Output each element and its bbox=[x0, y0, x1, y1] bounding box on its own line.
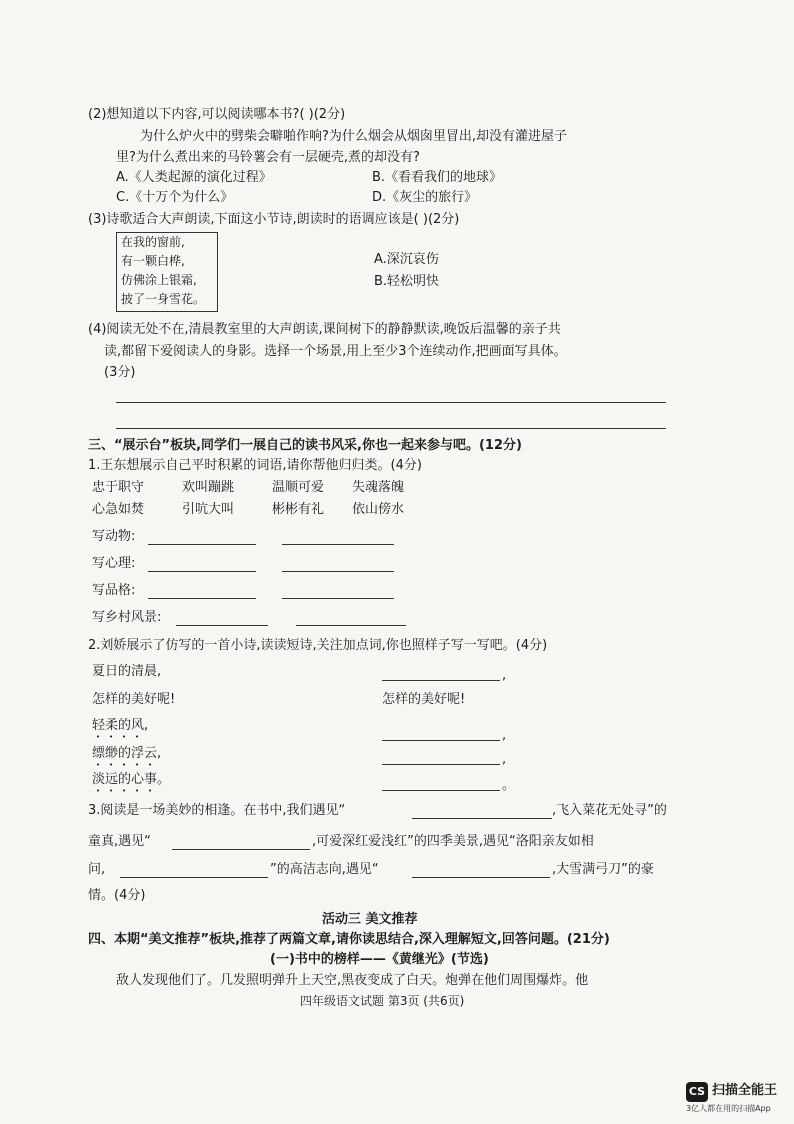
page-footer: 四年级语文试题 第3页 (共6页) bbox=[300, 994, 465, 1008]
category-label: 写品格: bbox=[92, 583, 136, 598]
category-blank[interactable] bbox=[296, 625, 406, 626]
poem-blank[interactable] bbox=[382, 764, 500, 765]
p3-blank[interactable] bbox=[412, 877, 550, 878]
poem-comma: , bbox=[502, 668, 507, 683]
poem-line: 披了一身雪花。 bbox=[121, 292, 206, 306]
category-label: 写乡村风景: bbox=[92, 610, 162, 625]
section4-text: 敌人发现他们了。几发照明弹升上天空,黑夜变成了白天。炮弹在他们周围爆炸。他 bbox=[116, 973, 589, 988]
p3-line-2a: 童真,遇见“ bbox=[88, 834, 151, 849]
category-blank[interactable] bbox=[148, 544, 256, 545]
q4-line-1: (4)阅读无处不在,清晨教室里的大声朗读,课间树下的静静默读,晚饭后温馨的亲子共 bbox=[88, 322, 561, 337]
category-blank[interactable] bbox=[148, 571, 256, 572]
category-blank[interactable] bbox=[282, 598, 394, 599]
p3-line-1a: 3.阅读是一场美妙的相逢。在书中,我们遇见“ bbox=[88, 803, 346, 818]
category-blank[interactable] bbox=[282, 544, 394, 545]
word-item: 彬彬有礼 bbox=[272, 502, 325, 517]
p3-line-1b: ,飞入菜花无处寻”的 bbox=[552, 803, 667, 818]
poem-right-line: 怎样的美好呢! bbox=[382, 692, 466, 707]
p3-line-3b: ”的高洁志向,遇见“ bbox=[270, 862, 379, 877]
q2-option-c: C.《十万个为什么》 bbox=[116, 190, 234, 205]
q4-line-2: 读,都留下爱阅读人的身影。选择一个场景,用上至少3个连续动作,把画面写具体。 bbox=[104, 344, 567, 359]
poem-left-line: 淡远的心事。 bbox=[92, 772, 171, 787]
poem-period: 。 bbox=[502, 778, 516, 793]
category-label: 写动物: bbox=[92, 529, 136, 544]
q2-text-2: 里?为什么煮出来的马铃薯会有一层硬壳,煮的却没有? bbox=[116, 150, 420, 165]
poem-comma: , bbox=[502, 728, 507, 743]
q4-answer-line[interactable] bbox=[116, 428, 666, 429]
poem-left-line: 缥缈的浮云, bbox=[92, 746, 162, 761]
poem-line: 仿佛涂上银霜, bbox=[121, 273, 197, 287]
q3-option-b: B.轻松明快 bbox=[374, 274, 440, 289]
p3-blank[interactable] bbox=[120, 877, 268, 878]
poem-line: 有一颗白桦, bbox=[121, 254, 185, 268]
activity-3-heading: 活动三 美文推荐 bbox=[322, 912, 418, 927]
p3-line-2b: ,可爱深红爱浅红”的四季美景,遇见“洛阳亲友如相 bbox=[312, 834, 594, 849]
section4-title: 四、本期“美文推荐”板块,推荐了两篇文章,请你读思结合,深入理解短文,回答问题。(21分) bbox=[88, 932, 610, 947]
word-item: 依山傍水 bbox=[352, 502, 405, 517]
category-blank[interactable] bbox=[282, 571, 394, 572]
category-blank[interactable] bbox=[176, 625, 268, 626]
word-item: 温顺可爱 bbox=[272, 480, 325, 495]
p1-prompt: 1.王东想展示自己平时积累的词语,请你帮他归归类。(4分) bbox=[88, 458, 422, 473]
q4-answer-line[interactable] bbox=[116, 402, 666, 403]
q2-option-a: A.《人类起源的演化过程》 bbox=[116, 170, 272, 185]
category-label: 写心理: bbox=[92, 556, 136, 571]
poem-left-line: 夏日的清晨, bbox=[92, 664, 162, 679]
poem-blank[interactable] bbox=[382, 680, 500, 681]
q3-option-a: A.深沉哀伤 bbox=[374, 252, 439, 267]
p3-blank[interactable] bbox=[172, 849, 310, 850]
poem-comma: , bbox=[502, 752, 507, 767]
q2-option-b: B.《看看我们的地球》 bbox=[372, 170, 503, 185]
p3-blank[interactable] bbox=[412, 818, 552, 819]
poem-left-line: 轻柔的风, bbox=[92, 718, 149, 733]
q2-prompt: (2)想知道以下内容,可以阅读哪本书?( )(2分) bbox=[88, 107, 346, 122]
poem-blank[interactable] bbox=[382, 790, 500, 791]
category-blank[interactable] bbox=[148, 598, 256, 599]
scanner-app-name: 扫描全能王 bbox=[712, 1083, 778, 1098]
p2-prompt: 2.刘娇展示了仿写的一首小诗,读读短诗,关注加点词,你也照样子写一写吧。(4分) bbox=[88, 638, 548, 653]
word-item: 引吭大叫 bbox=[182, 502, 235, 517]
q2-option-d: D.《灰尘的旅行》 bbox=[372, 190, 478, 205]
poem-box bbox=[116, 232, 218, 312]
poem-left-line: 怎样的美好呢! bbox=[92, 692, 176, 707]
poem-line: 在我的窗前, bbox=[121, 235, 185, 249]
q2-text-1: 为什么炉火中的劈柴会噼啪作响?为什么烟会从烟囱里冒出,却没有灌进屋子 bbox=[140, 129, 568, 144]
q4-score: (3分) bbox=[104, 365, 136, 380]
word-item: 失魂落魄 bbox=[352, 480, 405, 495]
word-item: 忠于职守 bbox=[92, 480, 145, 495]
scanner-tagline: 3亿人都在用的扫描App bbox=[686, 1104, 771, 1113]
p3-line-3a: 问, bbox=[88, 862, 106, 877]
section4-subtitle: (一)书中的榜样——《黄继光》(节选) bbox=[270, 952, 489, 967]
scanner-logo-icon: CS bbox=[686, 1082, 708, 1102]
p3-line-4: 情。(4分) bbox=[88, 888, 146, 903]
word-item: 欢叫蹦跳 bbox=[182, 480, 235, 495]
q3-prompt: (3)诗歌适合大声朗读,下面这小节诗,朗读时的语调应该是( )(2分) bbox=[88, 212, 460, 227]
word-item: 心急如焚 bbox=[92, 502, 145, 517]
section3-title: 三、“展示台”板块,同学们一展自己的读书风采,你也一起来参与吧。(12分) bbox=[88, 438, 522, 453]
poem-blank[interactable] bbox=[382, 740, 500, 741]
p3-line-3c: ,大雪满弓刀”的豪 bbox=[552, 862, 654, 877]
